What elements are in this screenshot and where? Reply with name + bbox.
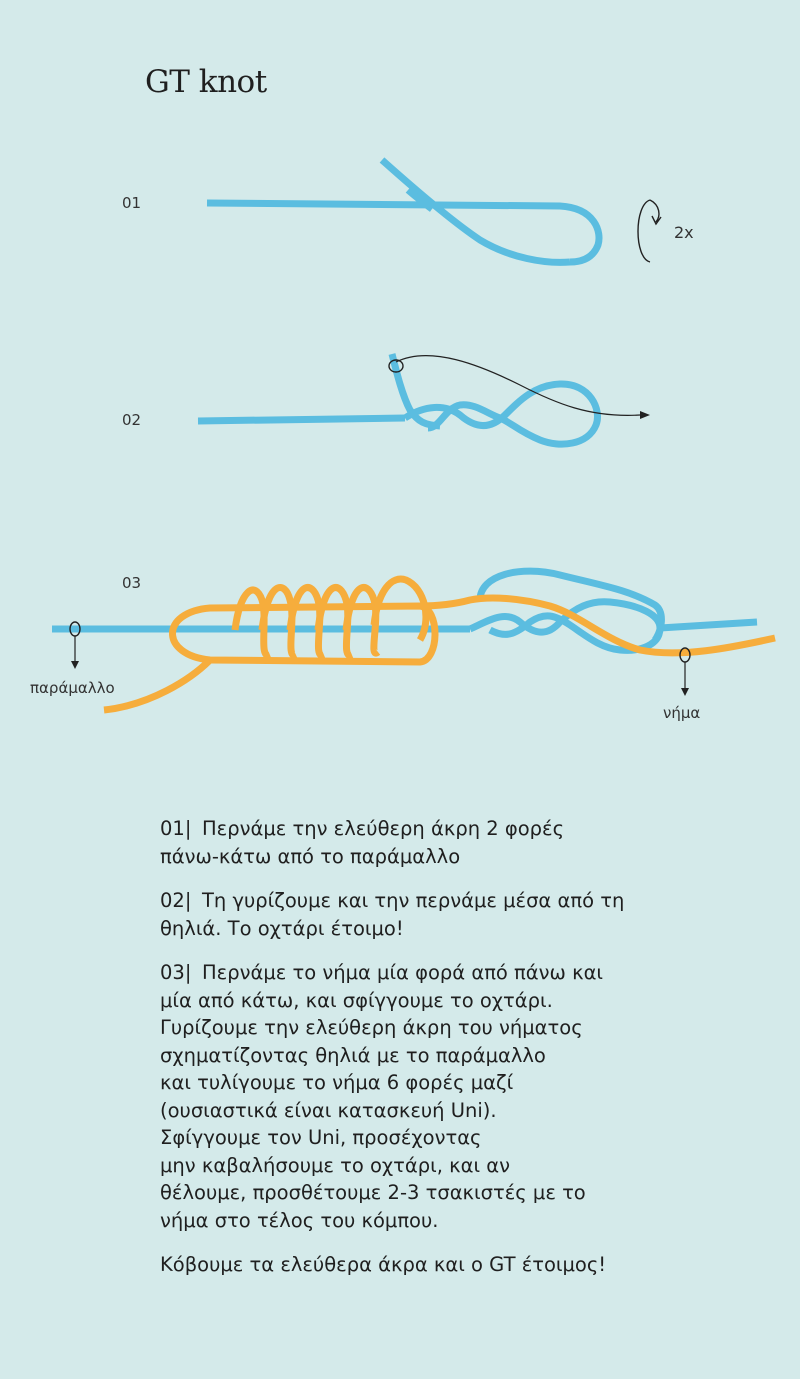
instruction-2	[160, 887, 720, 942]
instruction-number: 02|	[160, 889, 192, 912]
instruction-line: θέλουμε, προσθέτουμε 2-3 τσακιστές με το	[160, 1181, 586, 1204]
instruction-line: Τη γυρίζουμε και την περνάμε μέσα από τη	[202, 889, 625, 912]
instruction-line: Περνάμε την ελεύθερη άκρη 2 φορές	[202, 817, 565, 840]
instruction-3	[160, 959, 720, 1234]
instruction-1	[160, 815, 720, 870]
instruction-line: μην καβαλήσουμε το οχτάρι, και αν	[160, 1153, 511, 1177]
step-2-illustration	[198, 354, 650, 444]
leader-label: παράμαλλο	[30, 679, 115, 697]
page-title: GT knot	[145, 64, 267, 100]
instruction-line: Περνάμε το νήμα μία φορά από πάνω και	[202, 961, 604, 984]
step-3-number: 03	[122, 574, 142, 592]
step-3-illustration	[30, 571, 775, 722]
instruction-line: νήμα στο τέλος του κόμπου.	[160, 1208, 439, 1232]
instruction-line: Γυρίζουμε την ελεύθερη άκρη του νήματος	[160, 1016, 583, 1039]
instruction-line: (ουσιαστικά είναι κατασκευή Uni).	[160, 1098, 497, 1122]
uni-wraps	[235, 579, 426, 655]
final-note: Κόβουμε τα ελεύθερα άκρα και ο GT έτοιμος!	[160, 1253, 607, 1276]
step-1-number: 01	[122, 194, 142, 212]
instruction-number: 01|	[160, 817, 192, 840]
instruction-number: 03|	[160, 961, 192, 984]
instruction-line: Σφίγγουμε τον Uni, προσέχοντας	[160, 1126, 482, 1149]
instruction-line: θηλιά. Το οχτάρι έτοιμο!	[160, 916, 404, 940]
instruction-line: πάνω-κάτω από το παράμαλλο	[160, 844, 461, 868]
instruction-line: σχηματίζοντας θηλιά με το παράμαλλο	[160, 1043, 546, 1067]
step-2-number: 02	[122, 411, 142, 429]
instruction-line: και τυλίγουμε το νήμα 6 φορές μαζί	[160, 1071, 514, 1094]
line-label: νήμα	[663, 704, 701, 722]
instructions	[160, 815, 720, 1279]
instruction-line: μία από κάτω, και σφίγγουμε το οχτάρι.	[160, 988, 553, 1012]
step-1-illustration	[207, 160, 694, 262]
repeat-count-label: 2x	[674, 223, 694, 242]
rotate-arrow-icon	[638, 200, 661, 262]
